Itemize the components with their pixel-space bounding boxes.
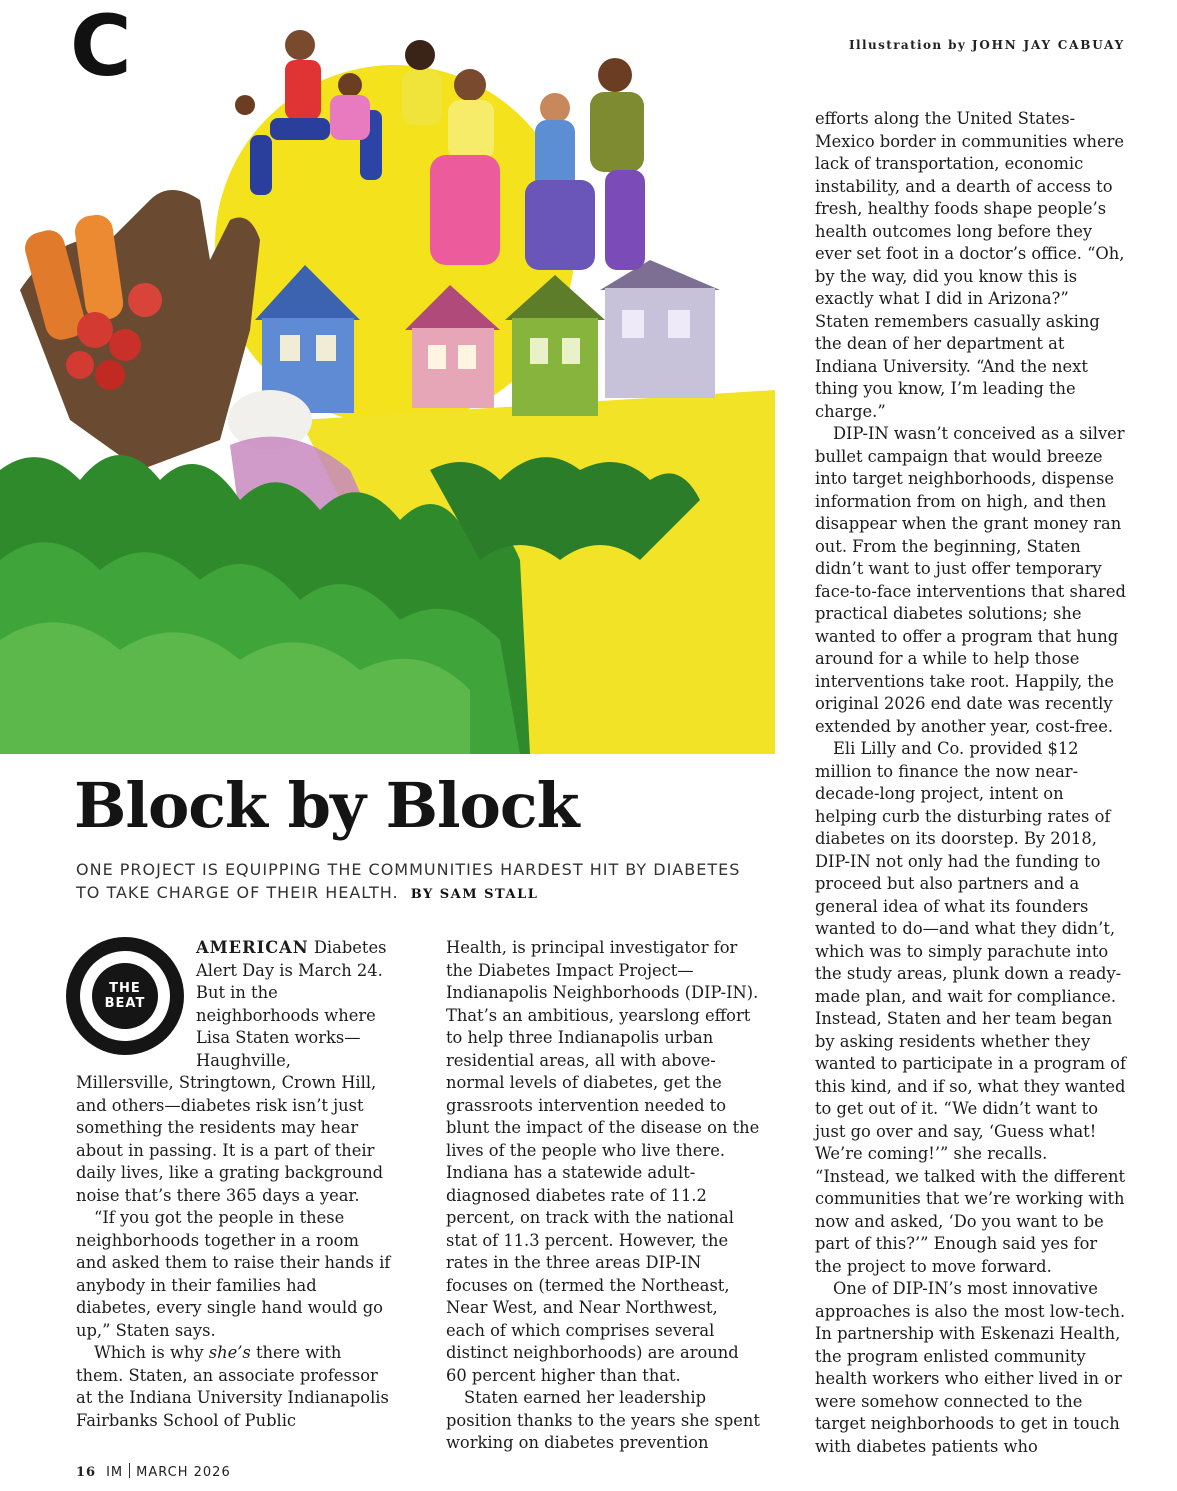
the-beat-badge (66, 937, 184, 1055)
issue-date: MARCH 2026 (136, 1465, 231, 1480)
byline: BY SAM STALL (410, 887, 539, 902)
paragraph: “If you got the people in these neighborhoods together in a room and asked them to raise their hands if anybody in their families had diabetes, every single hand would go up,” Staten says. (76, 1208, 391, 1340)
paragraph: Health, is principal investigator for the Diabetes Impact Project—Indianapolis Neighborhoods (DIP-IN). That’s an ambitious, yearslong effort to help three Indianapolis urban residential areas, all with above-normal levels of diabetes, get the grassroots intervention needed to blunt the impact of the disease on the lives of the people who live there. Indiana has a statewide adult-diagnosed diabetes rate of 11.2 percent, on track with the national stat of 11.3 percent. However, the rates in the three areas DIP-IN focuses on (termed the Northeast, Near West, and Near Northwest, each of which comprises several distinct neighborhoods) are around 60 percent higher than that. (446, 938, 760, 1385)
tomato-shape (77, 312, 113, 348)
illustration-credit (849, 38, 1125, 52)
tomato-shape (66, 351, 94, 379)
article-headline: Block by Block (74, 769, 579, 842)
credit-name: JOHN JAY CABUAY (971, 38, 1125, 52)
paragraph: One of DIP-IN’s most innovative approaches is also the most low-tech. In partnership with Eskenazi Health, the program enlisted community health workers who either lived in or were somehow connected to the target neighborhoods to get in touch with diabetes patients who (815, 1279, 1126, 1456)
tomato-shape (128, 283, 162, 317)
article-deck (76, 858, 756, 906)
page-number: 16 (76, 1465, 97, 1480)
deck-text: ONE PROJECT IS EQUIPPING THE COMMUNITIES HARDEST HIT BY DIABETES TO TAKE CHARGE OF THEIR HEALTH. (76, 860, 741, 902)
paragraph: Eli Lilly and Co. provided $12 million to finance the now near-decade-long project, intent on helping curb the disturbing rates of diabetes on its doorstep. By 2018, DIP-IN not only had the funding to proceed but also partners and a general idea of what its founders wanted to do—and what they didn’t, which was to simply parachute into the study areas, plunk down a ready-made plan, and wait for compliance. Instead, Staten and her team began by asking residents whether they wanted to participate in a program of this kind, and if so, what they wanted to get out of it. “We didn’t want to just go over and say, ‘Guess what! We’re coming!’” she recalls. “Instead, we talked with the different communities that we’re working with now and asked, ‘Do you want to be part of this?’” Enough said yes for the project to move forward. (815, 739, 1127, 1276)
paragraph: Staten earned her leadership position thanks to the years she spent working on diabetes prevention (446, 1388, 760, 1452)
badge-line-2: BEAT (104, 996, 146, 1011)
paragraph: DIP-IN wasn’t conceived as a silver bullet campaign that would breeze into target neighborhoods, dispense information from on high, and then disappear when the grant money ran out. From the beginning, Staten didn’t want to just offer temporary face-to-face interventions that shared practical diabetes solutions; she wanted to offer a program that hung around for a while to help those interventions take root. Happily, the original 2026 end date was recently extended by another year, cost-free. (815, 424, 1126, 736)
footer-divider (129, 1463, 130, 1478)
magazine-name: IM (106, 1465, 124, 1480)
paragraph: efforts along the United States-Mexico border in communities where lack of transportation, economic instability, and a dearth of access to fresh, healthy foods shape people’s health outcomes long before they ever set foot in a doctor’s office. “Oh, by the way, did you know this is exactly what I did in Arizona?” Staten remembers casually asking the dean of her department at Indiana University. “And the next thing you know, I’m leading the charge.” (815, 109, 1125, 421)
body-column-2 (446, 937, 760, 1455)
page-footer (76, 1463, 231, 1480)
section-letter: C (70, 0, 130, 95)
body-column-1 (76, 937, 392, 1432)
tomato-shape (109, 329, 141, 361)
lead-in: AMERICAN (196, 938, 309, 957)
paragraph: Which is why she’s there with them. Staten, an associate professor at the Indiana University Indianapolis Fairbanks School of Public (76, 1343, 389, 1430)
credit-prefix: Illustration by (849, 38, 967, 52)
body-column-3 (815, 108, 1127, 1458)
tomato-shape (95, 360, 125, 390)
paragraph: AMERICAN Diabetes Alert Day is March 24. But in the neighborhoods where Lisa Staten works—Haughville, Millersville, Stringtown, Crown Hill, and others—diabetes risk isn’t just something the residents may hear about in passing. It is a part of their daily lives, like a grating background noise that’s there 365 days a year. (76, 938, 387, 1205)
badge-line-1: THE (109, 981, 141, 996)
article-illustration (0, 0, 775, 754)
